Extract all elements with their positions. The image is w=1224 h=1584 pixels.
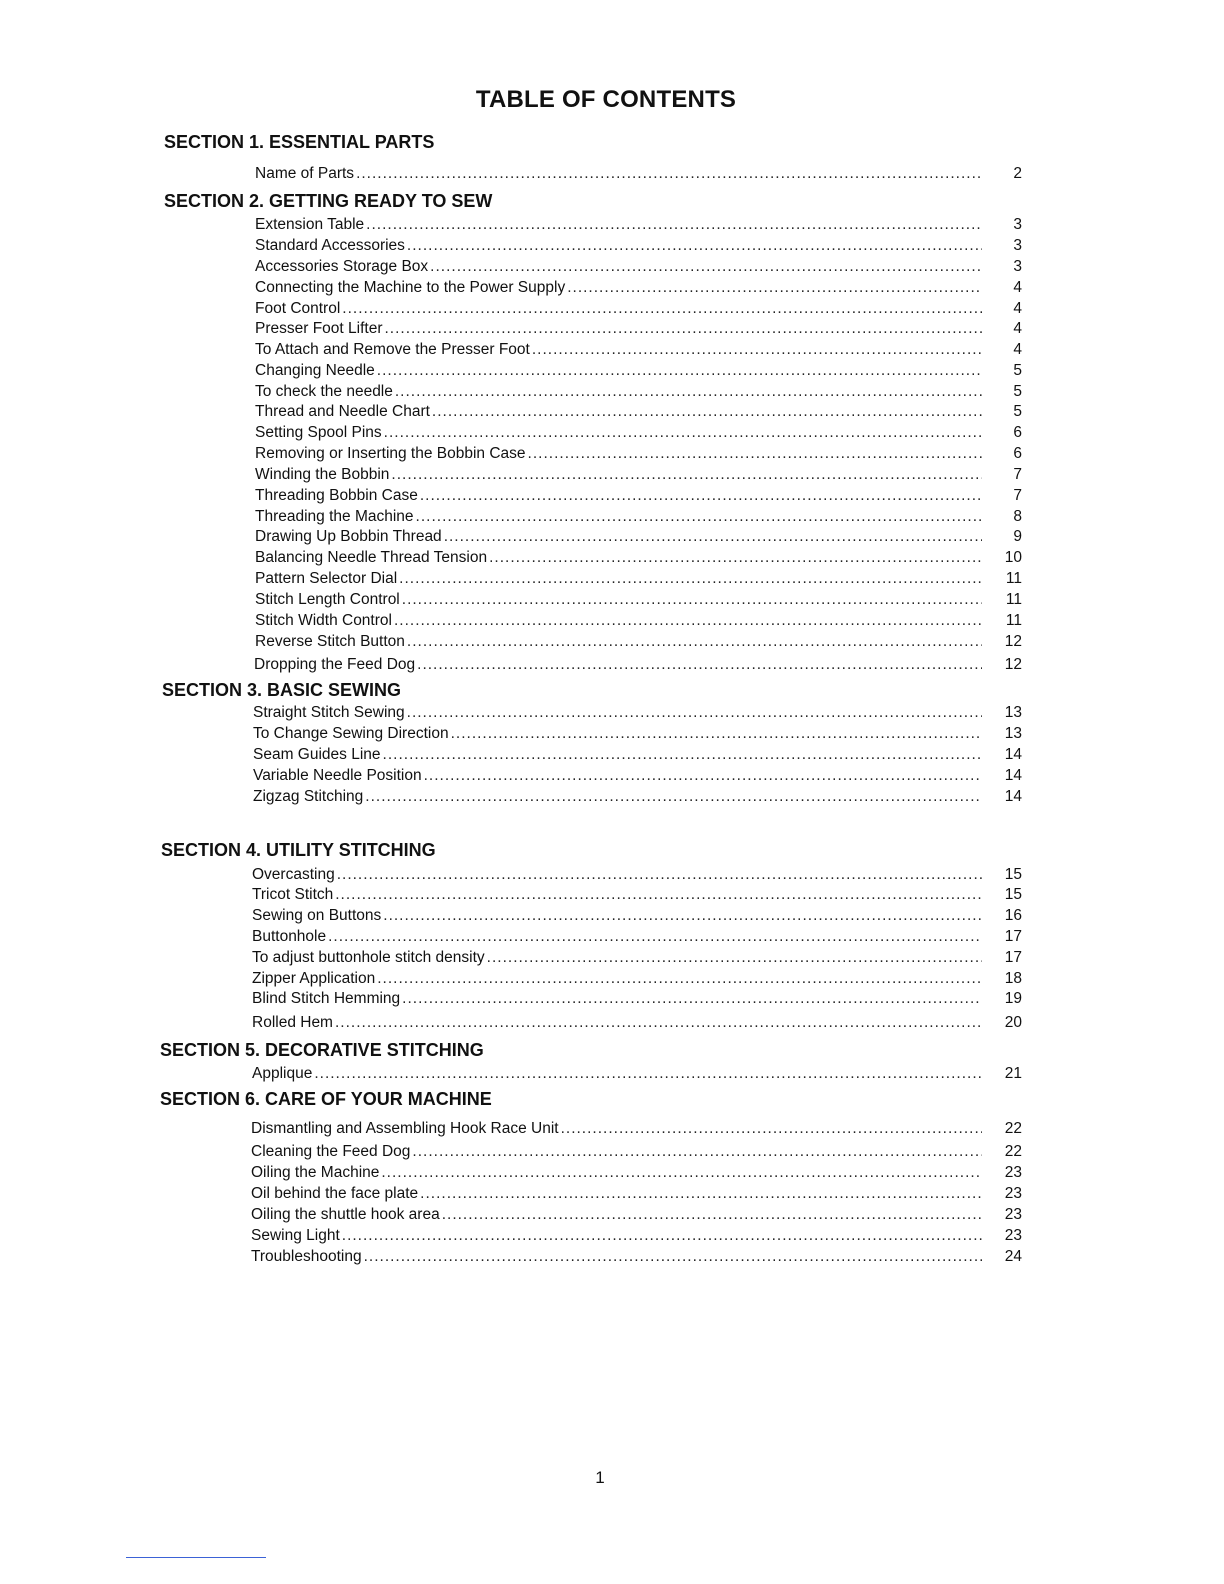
toc-entry[interactable]	[251, 1206, 1022, 1226]
toc-entry[interactable]	[251, 1120, 1022, 1140]
toc-entry-page: 15	[1004, 866, 1022, 883]
toc-entry-label: Sewing Light	[251, 1227, 340, 1244]
toc-entry-page: 6	[1013, 424, 1022, 441]
toc-leader-dots	[412, 1143, 982, 1161]
toc-leader-dots	[432, 403, 982, 421]
toc-leader-dots	[407, 237, 982, 255]
toc-entry-label: Zigzag Stitching	[253, 788, 364, 805]
toc-entry-label: Tricot Stitch	[252, 886, 334, 903]
toc-entry-page: 11	[1005, 570, 1022, 587]
toc-leader-dots	[381, 1164, 982, 1182]
toc-entry-page: 15	[1004, 886, 1022, 903]
toc-leader-dots	[391, 466, 982, 484]
toc-entry-page: 19	[1004, 990, 1022, 1007]
toc-entry[interactable]	[255, 612, 1022, 632]
toc-entry-label: Winding the Bobbin	[255, 466, 390, 483]
toc-entry[interactable]	[251, 1185, 1022, 1205]
toc-leader-dots	[444, 528, 982, 546]
toc-entry[interactable]	[255, 487, 1022, 507]
toc-entry-label: Balancing Needle Thread Tension	[255, 549, 488, 566]
toc-entry-page: 5	[1013, 403, 1022, 420]
toc-leader-dots	[561, 1120, 982, 1138]
toc-entry[interactable]	[255, 258, 1022, 278]
toc-entry-page: 17	[1004, 949, 1022, 966]
toc-leader-dots	[532, 341, 982, 359]
toc-leader-dots	[377, 970, 982, 988]
toc-entry-page: 11	[1005, 591, 1022, 608]
toc-entry[interactable]	[251, 1143, 1022, 1163]
toc-entry-label: Zipper Application	[252, 970, 376, 987]
section-3-heading: SECTION 3. BASIC SEWING	[162, 680, 402, 700]
toc-entry-label: Oiling the Machine	[251, 1164, 380, 1181]
toc-entry-page: 23	[1004, 1185, 1022, 1202]
toc-leader-dots	[402, 591, 982, 609]
toc-entry-label: Seam Guides Line	[253, 746, 381, 763]
toc-leader-dots	[366, 216, 982, 234]
toc-leader-dots	[430, 258, 982, 276]
toc-entry-label: Buttonhole	[252, 928, 327, 945]
toc-entry-page: 13	[1004, 704, 1022, 721]
toc-entry-page: 6	[1013, 445, 1022, 462]
page-number: 1	[595, 1468, 605, 1487]
toc-leader-dots	[342, 1227, 982, 1245]
toc-leader-dots	[383, 907, 982, 925]
toc-entry-label: To Attach and Remove the Presser Foot	[255, 341, 530, 358]
toc-entry-page: 3	[1013, 237, 1022, 254]
toc-entry[interactable]	[251, 1248, 1022, 1268]
toc-entry-page: 23	[1004, 1227, 1022, 1244]
toc-leader-dots	[394, 612, 982, 630]
toc-entry-page: 3	[1013, 216, 1022, 233]
toc-leader-dots	[385, 320, 983, 338]
toc-entry-page: 14	[1004, 788, 1022, 805]
toc-entry[interactable]	[255, 424, 1022, 444]
toc-entry-page: 4	[1013, 341, 1022, 358]
toc-entry-label: Overcasting	[252, 866, 335, 883]
toc-entry-label: Dropping the Feed Dog	[254, 656, 416, 673]
toc-entry-label: To Change Sewing Direction	[253, 725, 449, 742]
toc-entry[interactable]	[255, 341, 1022, 361]
toc-entry-label: Threading Bobbin Case	[255, 487, 418, 504]
toc-entry-page: 14	[1004, 746, 1022, 763]
toc-entry-page: 16	[1004, 907, 1022, 924]
toc-entry-label: Variable Needle Position	[253, 767, 422, 784]
toc-entry-label: Oiling the shuttle hook area	[251, 1206, 440, 1223]
toc-entry[interactable]	[255, 300, 1022, 320]
toc-leader-dots	[528, 445, 982, 463]
toc-entry[interactable]	[252, 990, 1022, 1010]
toc-leader-dots	[314, 1065, 982, 1083]
toc-entry-label: Cleaning the Feed Dog	[251, 1143, 411, 1160]
toc-entry-label: Changing Needle	[255, 362, 375, 379]
toc-entry-page: 22	[1004, 1120, 1022, 1137]
toc-leader-dots	[407, 633, 982, 651]
toc-entry-label: Straight Stitch Sewing	[253, 704, 405, 721]
toc-entry-page: 4	[1013, 279, 1022, 296]
toc-entry-page: 2	[1013, 165, 1022, 182]
toc-leader-dots	[384, 424, 982, 442]
toc-leader-dots	[399, 570, 982, 588]
toc-entry[interactable]	[255, 570, 1022, 590]
toc-entry-page: 18	[1004, 970, 1022, 987]
toc-entry-label: To check the needle	[255, 383, 393, 400]
toc-entry-label: Troubleshooting	[251, 1248, 362, 1265]
toc-entry-page: 5	[1013, 362, 1022, 379]
toc-entry-label: Applique	[252, 1065, 313, 1082]
section-4-heading: SECTION 4. UTILITY STITCHING	[161, 840, 436, 860]
toc-entry[interactable]	[251, 1227, 1022, 1247]
toc-leader-dots	[420, 487, 982, 505]
toc-entry-page: 21	[1004, 1065, 1022, 1082]
toc-entry-page: 7	[1013, 487, 1022, 504]
toc-entry-page: 3	[1013, 258, 1022, 275]
toc-entry-page: 20	[1004, 1014, 1022, 1031]
toc-entry-page: 5	[1013, 383, 1022, 400]
toc-entry[interactable]	[255, 466, 1022, 486]
toc-entry-label: Threading the Machine	[255, 508, 414, 525]
toc-entry[interactable]	[255, 528, 1022, 548]
toc-entry-label: Reverse Stitch Button	[255, 633, 405, 650]
toc-entry[interactable]	[253, 767, 1022, 787]
toc-entry[interactable]	[252, 949, 1022, 969]
toc-entry[interactable]	[255, 633, 1022, 653]
toc-leader-dots	[417, 656, 982, 674]
toc-entry[interactable]	[254, 656, 1022, 676]
toc-leader-dots	[489, 549, 982, 567]
toc-entry-page: 8	[1013, 508, 1022, 525]
toc-entry-label: Presser Foot Lifter	[255, 320, 383, 337]
toc-entry-label: Extension Table	[255, 216, 365, 233]
toc-leader-dots	[328, 928, 982, 946]
toc-entry-page: 12	[1004, 633, 1022, 650]
toc-entry-page: 23	[1004, 1206, 1022, 1223]
toc-entry[interactable]	[255, 508, 1022, 528]
toc-entry-page: 22	[1004, 1143, 1022, 1160]
toc-entry[interactable]	[253, 725, 1022, 745]
toc-entry-page: 7	[1013, 466, 1022, 483]
toc-entry[interactable]	[252, 1065, 1022, 1085]
toc-entry[interactable]	[252, 907, 1022, 927]
toc-entry[interactable]	[252, 970, 1022, 990]
toc-leader-dots	[335, 1014, 982, 1032]
toc-entry-page: 23	[1004, 1164, 1022, 1181]
section-6-heading: SECTION 6. CARE OF YOUR MACHINE	[160, 1089, 492, 1109]
toc-leader-dots	[364, 1248, 982, 1266]
section-5-heading: SECTION 5. DECORATIVE STITCHING	[160, 1040, 484, 1060]
toc-entry[interactable]	[255, 362, 1022, 382]
toc-leader-dots	[420, 1185, 982, 1203]
toc-entry-label: Rolled Hem	[252, 1014, 333, 1031]
toc-leader-dots	[365, 788, 982, 806]
toc-leader-dots	[383, 746, 982, 764]
toc-entry-page: 9	[1013, 528, 1022, 545]
toc-entry-page: 12	[1004, 656, 1022, 673]
toc-leader-dots	[402, 990, 982, 1008]
toc-leader-dots	[337, 866, 982, 884]
toc-entry-label: Name of Parts	[255, 165, 355, 182]
toc-leader-dots	[487, 949, 982, 967]
toc-entry[interactable]	[255, 383, 1022, 403]
toc-entry[interactable]	[252, 928, 1022, 948]
toc-entry-label: Oil behind the face plate	[251, 1185, 419, 1202]
toc-entry-page: 11	[1005, 612, 1022, 629]
toc-entry[interactable]	[255, 237, 1022, 257]
toc-leader-dots	[356, 165, 982, 183]
toc-leader-dots	[407, 704, 982, 722]
footer-rule	[126, 1557, 266, 1558]
toc-entry-label: Drawing Up Bobbin Thread	[255, 528, 442, 545]
toc-entry-label: Connecting the Machine to the Power Supply	[255, 279, 566, 296]
section-1-heading: SECTION 1. ESSENTIAL PARTS	[164, 132, 435, 152]
toc-entry-label: Blind Stitch Hemming	[252, 990, 401, 1007]
toc-entry[interactable]	[255, 320, 1022, 340]
toc-entry[interactable]	[252, 866, 1022, 886]
toc-leader-dots	[416, 508, 982, 526]
toc-leader-dots	[395, 383, 982, 401]
toc-leader-dots	[342, 300, 982, 318]
toc-entry-label: Setting Spool Pins	[255, 424, 382, 441]
toc-entry-page: 10	[1004, 549, 1022, 566]
toc-entry-page: 17	[1004, 928, 1022, 945]
toc-entry[interactable]	[255, 445, 1022, 465]
toc-entry[interactable]	[255, 216, 1022, 236]
toc-entry[interactable]	[255, 279, 1022, 299]
toc-entry-label: Dismantling and Assembling Hook Race Unit	[251, 1120, 559, 1137]
toc-entry-label: Removing or Inserting the Bobbin Case	[255, 445, 526, 462]
toc-entry[interactable]	[251, 1164, 1022, 1184]
toc-entry-label: To adjust buttonhole stitch density	[252, 949, 485, 966]
toc-entry[interactable]	[252, 1014, 1022, 1034]
toc-entry-label: Pattern Selector Dial	[255, 570, 398, 587]
toc-leader-dots	[424, 767, 982, 785]
toc-leader-dots	[451, 725, 982, 743]
toc-entry-page: 24	[1004, 1248, 1022, 1265]
toc-leader-dots	[442, 1206, 982, 1224]
toc-leader-dots	[377, 362, 982, 380]
toc-entry[interactable]	[253, 704, 1022, 724]
section-2-heading: SECTION 2. GETTING READY TO SEW	[164, 191, 493, 211]
toc-entry[interactable]	[255, 591, 1022, 611]
toc-entry-page: 14	[1004, 767, 1022, 784]
toc-entry[interactable]	[255, 165, 1022, 185]
toc-entry-label: Accessories Storage Box	[255, 258, 429, 275]
toc-entry[interactable]	[253, 746, 1022, 766]
toc-entry-label: Foot Control	[255, 300, 341, 317]
toc-entry[interactable]	[255, 403, 1022, 423]
toc-entry-label: Thread and Needle Chart	[255, 403, 430, 420]
toc-entry-label: Standard Accessories	[255, 237, 405, 254]
page-title: TABLE OF CONTENTS	[475, 86, 737, 113]
toc-entry[interactable]	[253, 788, 1022, 808]
toc-entry-label: Stitch Length Control	[255, 591, 400, 608]
toc-entry-page: 4	[1013, 300, 1022, 317]
toc-entry-page: 4	[1013, 320, 1022, 337]
toc-entry-label: Sewing on Buttons	[252, 907, 382, 924]
toc-entry-label: Stitch Width Control	[255, 612, 392, 629]
toc-entry-page: 13	[1004, 725, 1022, 742]
toc-entry[interactable]	[255, 549, 1022, 569]
toc-leader-dots	[335, 886, 982, 904]
toc-entry[interactable]	[252, 886, 1022, 906]
toc-leader-dots	[567, 279, 982, 297]
